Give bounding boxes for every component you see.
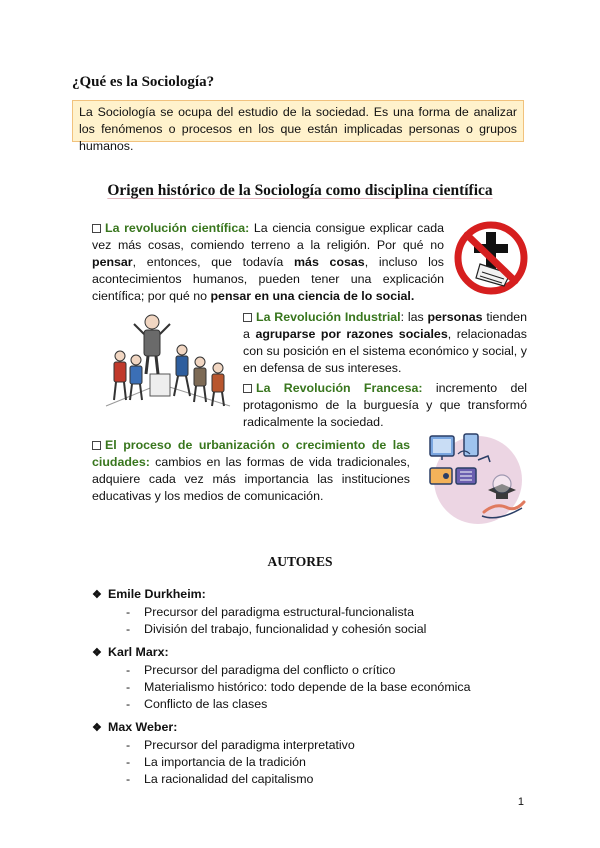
list-item: - La importancia de la tradición: [126, 755, 306, 769]
list-item: - Precursor del paradigma del conflicto o crítico: [126, 663, 396, 677]
page-title: ¿Qué es la Sociología?: [72, 74, 215, 90]
list-item: - Precursor del paradigma interpretativo: [126, 738, 355, 752]
intro-box: La Sociología se ocupa del estudio de la sociedad. Es una forma de analizar los fenómenos o procesos en los que están implicadas personas o grupos humanos.: [72, 100, 524, 142]
list-item: - La racionalidad del capitalismo: [126, 772, 314, 786]
list-item: - Precursor del paradigma estructural-funcionalista: [126, 605, 414, 619]
authors-list: [92, 586, 522, 794]
author-weber: [92, 719, 522, 788]
checkbox-icon: [92, 224, 101, 233]
diamond-bullet-icon: ❖: [92, 589, 102, 601]
author-marx: [92, 644, 522, 713]
section-title: La Revolución Francesa:: [256, 381, 423, 395]
origin-heading: Origen histórico de la Sociología como disciplina científica: [107, 182, 493, 199]
authors-heading: AUTORES: [267, 554, 333, 569]
diamond-bullet-icon: ❖: [92, 647, 102, 659]
section-title: El proceso de urbanización o crecimiento de las ciudades:: [92, 438, 410, 469]
author-durkheim: [92, 586, 522, 638]
section-french-revolution: La Revolución Francesa: incremento del protagonismo de la burguesía y que transformó radicalmente la sociedad.: [243, 381, 528, 429]
checkbox-icon: [243, 313, 252, 322]
checkbox-icon: [243, 384, 252, 393]
diamond-bullet-icon: ❖: [92, 722, 102, 734]
section-scientific-revolution: La revolución científica: La ciencia consigue explicar cada vez más cosas, comiendo terreno a la religión. Por qué no pensar, entonces, que todavía más cosas, incluso los acontecimientos humanos, pueden tener una explicación científica; por qué no pensar en una ciencia de lo social.: [92, 221, 444, 303]
list-item: - Materialismo histórico: todo depende de la base económica: [126, 680, 471, 694]
section-title: La Revolución Industrial: [256, 310, 401, 324]
section-title: La revolución científica:: [105, 221, 250, 235]
no-religion-icon: [452, 220, 530, 296]
author-name: Max Weber:: [108, 720, 178, 734]
list-item: - División del trabajo, funcionalidad y cohesión social: [126, 622, 427, 636]
page-number: 1: [517, 796, 524, 808]
people-crowd-illustration: [100, 310, 236, 414]
section-urbanization: El proceso de urbanización o crecimiento de las ciudades: cambios en las formas de vida tradicionales, adquiere cada vez más importancia las instituciones educativas y los medios de comunicación.: [92, 438, 410, 503]
author-name: Karl Marx:: [108, 645, 169, 659]
list-item: - Conflicto de las clases: [126, 697, 268, 711]
author-name: Emile Durkheim:: [108, 587, 206, 601]
checkbox-icon: [92, 441, 101, 450]
media-education-icon: [424, 430, 532, 526]
section-industrial-revolution: La Revolución Industrial: las personas tienden a agruparse por razones sociales, relacionadas con su posición en el sistema económico y social, y en defensa de sus intereses.: [243, 310, 528, 375]
